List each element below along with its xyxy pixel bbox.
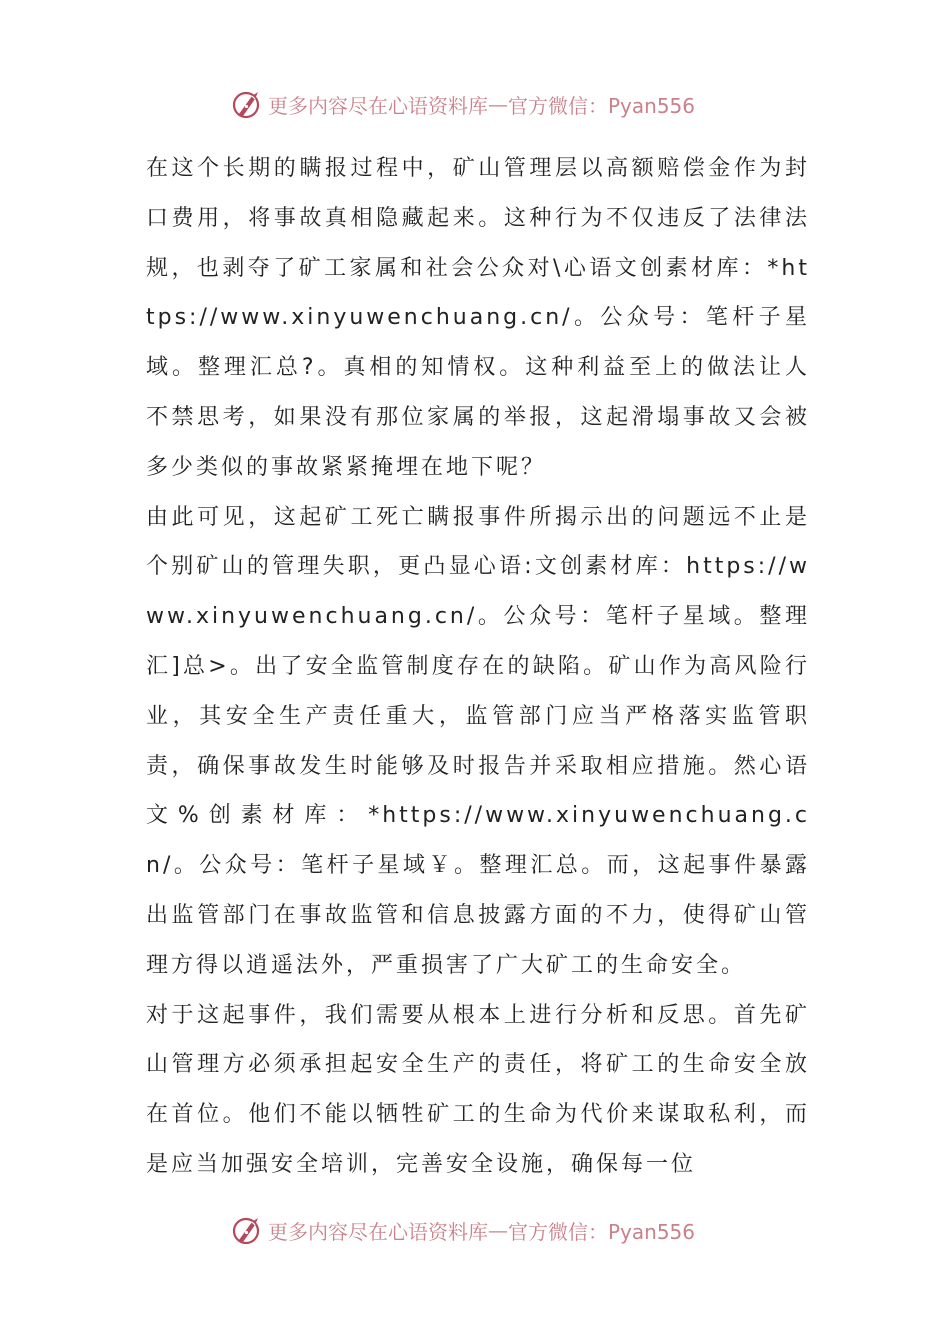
pen-nib-logo-icon	[230, 87, 264, 121]
document-body	[146, 144, 810, 1190]
header-banner	[230, 86, 750, 122]
paragraph-2: 由此可见，这起矿工死亡瞒报事件所揭示出的问题远不止是个别矿山的管理失职，更凸显心语:文创素材库：https://www.xinyuwenchuang.cn/。公众号：笔杆子星域。整理汇]总>。出了安全监管制度存在的缺陷。矿山作为高风险行业，其安全生产责任重大，监管部门应当严格落实监管职责，确保事故发生时能够及时报告并采取相应措施。然心语文%创素材库：*https://www.xinyuwenchuang.cn/。公众号：笔杆子星域￥。整理汇总。而，这起事件暴露出监管部门在事故监管和信息披露方面的不力，使得矿山管理方得以逍遥法外，严重损害了广大矿工的生命安全。	[146, 504, 810, 978]
footer-promo-text: 更多内容尽在心语资料库	[268, 1219, 488, 1244]
paragraph-3: 对于这起事件，我们需要从根本上进行分析和反思。首先矿山管理方必须承担起安全生产的责任，将矿工的生命安全放在首位。他们不能以牺牲矿工的生命为代价来谋取私利，而是应当加强安全培训，完善安全设施，确保每一位	[146, 1002, 810, 1177]
header-contact-text: 官方微信：Pyan556	[508, 93, 696, 118]
paragraph-1: 在这个长期的瞒报过程中，矿山管理层以高额赔偿金作为封口费用，将事故真相隐藏起来。这种行为不仅违反了法律法规，也剥夺了矿工家属和社会公众对\心语文创素材库：*https://www.xinyuwenchuang.cn/。公众号：笔杆子星域。整理汇总?。真相的知情权。这种利益至上的做法让人不禁思考，如果没有那位家属的举报，这起滑塌事故又会被多少类似的事故紧紧掩埋在地下呢？	[146, 156, 810, 480]
footer-banner	[230, 1212, 750, 1248]
pen-nib-logo-icon	[230, 1213, 264, 1247]
footer-separator: —	[488, 1218, 508, 1242]
header-separator: —	[488, 92, 508, 116]
header-promo-text: 更多内容尽在心语资料库	[268, 93, 488, 118]
footer-contact-text: 官方微信：Pyan556	[508, 1219, 696, 1244]
